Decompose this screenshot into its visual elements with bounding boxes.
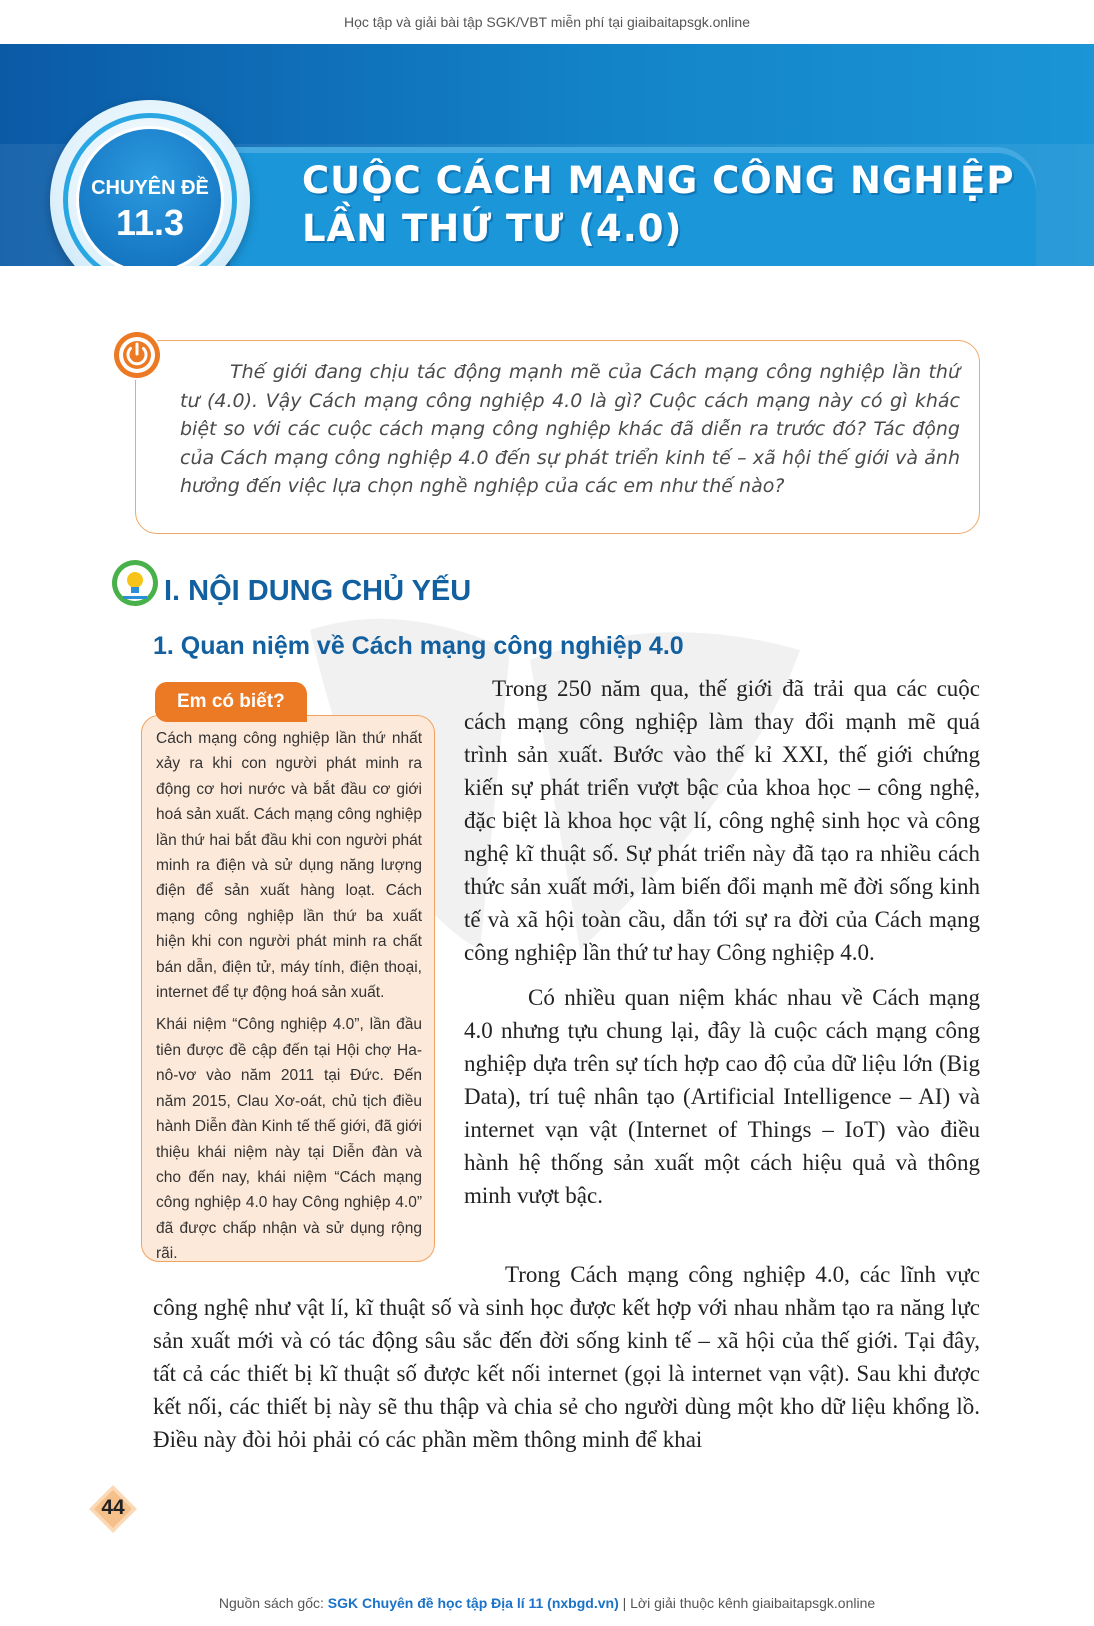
did-you-know-tag: Em có biết? — [155, 682, 307, 722]
footer-source-link[interactable]: SGK Chuyên đề học tập Địa lí 11 (nxbgd.vn) — [327, 1595, 619, 1611]
page-number: 44 — [101, 1496, 125, 1519]
did-you-know-paragraph-2: Khái niệm “Công nghiệp 4.0”, lần đầu tiên được đề cập đến tại Hội chợ Ha-nô-vơ vào năm 2011 tại Đức. Đến năm 2015, Clau Xơ-oát, chủ tịch điều hành Diễn đàn Kinh tế thế giới, đã giới thiệu khái niệm này tại Diễn đàn và cho đến nay, khái niệm “Cách mạng công nghiệp 4.0 hay Công nghiệp 4.0” đã được chấp nhận và sử dụng rộng rãi. — [156, 1016, 422, 1263]
chapter-title-line-2: LẦN THỨ TƯ (4.0) — [302, 207, 683, 250]
body-paragraph-3: Trong Cách mạng công nghiệp 4.0, các lĩnh vực công nghệ như vật lí, kĩ thuật số và sinh học được kết hợp với nhau nhằm tạo ra năng lực sản xuất mới và có tác động sâu sắc đến đời sống kinh tế – xã hội của thế giới. Tại đây, tất cả các thiết bị kĩ thuật số được kết nối internet (gọi là internet vạn vật). Sau khi được kết nối, các thiết bị này sẽ thu thập và chia sẻ cho người dùng một kho dữ liệu khổng lồ. Điều này đòi hỏi phải có các phần mềm thông minh để khai — [153, 1262, 980, 1452]
body-paragraph-1: Trong 250 năm qua, thế giới đã trải qua các cuộc cách mạng công nghiệp làm thay đổi mạnh mẽ quá trình sản xuất. Bước vào thế kỉ XXI, thế giới chứng kiến sự phát triển vượt bậc của khoa học – công nghệ, đặc biệt là khoa học vật lí, công nghệ sinh học và công nghệ kĩ thuật số. Sự phát triển này đã tạo ra nhiều cách thức sản xuất mới, làm biến đổi mạnh mẽ đời sống kinh tế và xã hội toàn cầu, dẫn tới sự ra đời của Cách mạng công nghiệp lần thứ tư hay Công nghiệp 4.0. — [464, 676, 980, 965]
chapter-badge — [50, 100, 250, 266]
header-note: Học tập và giải bài tập SGK/VBT miễn phí tại giaibaitapsgk.online — [344, 14, 750, 30]
footer-prefix: Nguồn sách gốc: — [218, 1595, 328, 1611]
intro-text: Thế giới đang chịu tác động mạnh mẽ của Cách mạng công nghiệp lần thứ tư (4.0). Vậy Cách mạng công nghiệp 4.0 là gì? Cuộc cách mạng này có gì khác biệt so với các cuộc cách mạng công nghiệp khác đã diễn ra trước đó? Tác động của Cách mạng công nghiệp 4.0 đến sự phát triển kinh tế – xã hội thế giới và ảnh hưởng đến việc lựa chọn nghề nghiệp của các em như thế nào? — [180, 361, 960, 497]
body-full-width — [153, 1258, 980, 1456]
did-you-know-text — [156, 726, 422, 1274]
lightbulb-icon — [110, 558, 160, 608]
body-column — [464, 672, 980, 1212]
power-icon — [112, 330, 162, 380]
footer — [0, 1595, 1094, 1611]
badge-number: 11.3 — [115, 202, 185, 243]
did-you-know-paragraph-1: Cách mạng công nghiệp lần thứ nhất xảy ra khi con người phát minh ra động cơ hơi nước và bắt đầu cơ giới hoá sản xuất. Cách mạng công nghiệp lần thứ hai bắt đầu khi con người phát minh ra điện và sử dụng năng lượng điện để sản xuất hàng loạt. Cách mạng công nghiệp lần thứ ba xuất hiện khi con người phát minh ra chất bán dẫn, điện tử, máy tính, điện thoại, internet để tự động hoá sản xuất. — [156, 730, 422, 1002]
footer-suffix: | Lời giải thuộc kênh giaibaitapsgk.online — [618, 1595, 876, 1611]
badge-inner — [76, 126, 224, 266]
chapter-title-line-1: CUỘC CÁCH MẠNG CÔNG NGHIỆP — [302, 159, 1015, 202]
sub-heading: 1. Quan niệm về Cách mạng công nghiệp 4.0 — [153, 632, 684, 660]
title-panel — [230, 147, 1036, 266]
section-heading: I. NỘI DUNG CHỦ YẾU — [164, 575, 472, 607]
chapter-banner — [0, 44, 1094, 266]
badge-label: CHUYÊN ĐỀ — [91, 177, 209, 199]
body-paragraph-2: Có nhiều quan niệm khác nhau về Cách mạng 4.0 nhưng tựu chung lại, đây là cuộc cách mạng công nghiệp dựa trên sự tích hợp cao độ của dữ liệu lớn (Big Data), trí tuệ nhân tạo (Artificial Intelligence – AI) và internet vạn vật (Internet of Things – IoT) vào điều hành hệ thống sản xuất một cách hiệu quả và thông minh vượt bậc. — [464, 985, 980, 1208]
